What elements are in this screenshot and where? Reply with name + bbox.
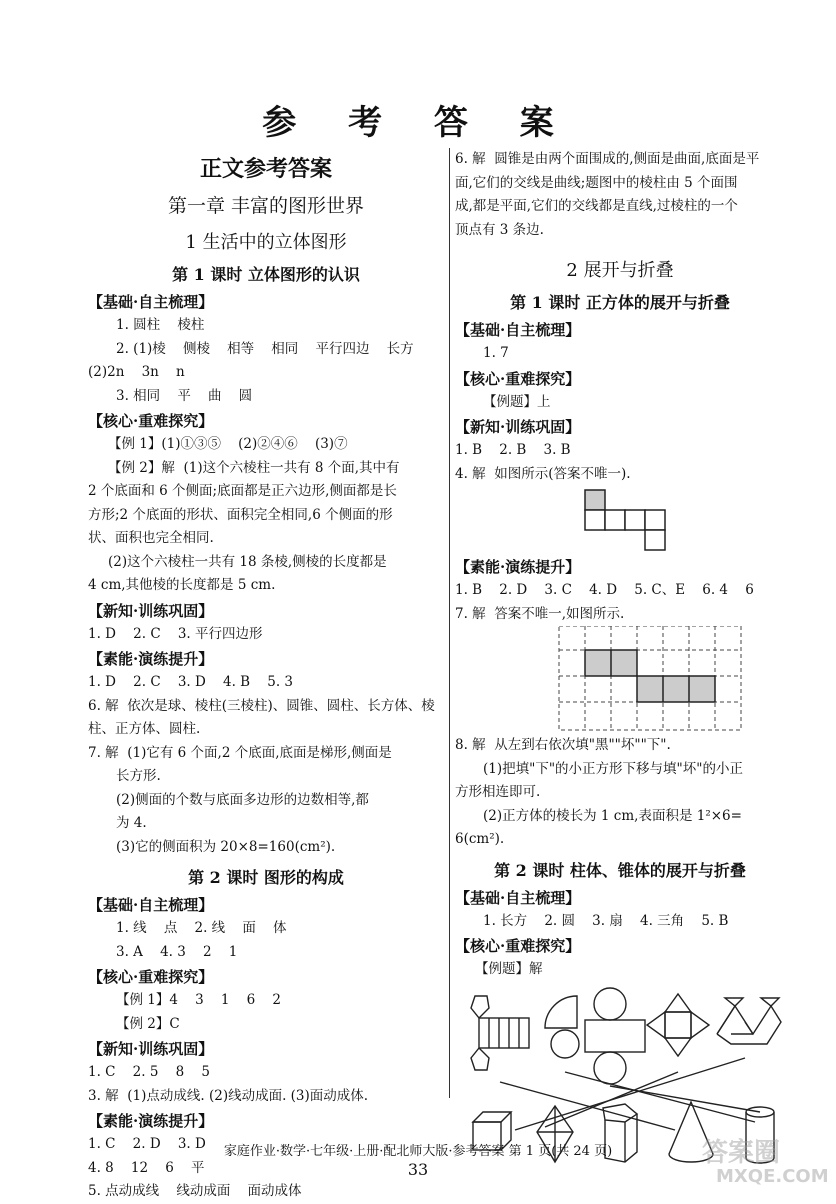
lesson-title: 1 生活中的立体图形	[185, 232, 347, 253]
answer-line: 方形相连即可.	[455, 784, 541, 800]
answer-line: 5. 点动成线 线动成面 面动成体	[88, 1183, 302, 1199]
answer-line: 3. 相同 平 曲 圆	[116, 387, 253, 404]
answer-line: (2)2n 3n n	[88, 364, 185, 380]
answer-line: 4. 解 如图所示(答案不唯一).	[455, 465, 631, 482]
answer-line: 1. C 2. 5 8 5	[88, 1064, 210, 1080]
page-number: 33	[407, 1160, 429, 1179]
section-title: 正文参考答案	[199, 156, 332, 182]
pyramid-net-icon	[647, 994, 709, 1056]
lesson1-body	[88, 291, 444, 859]
page-title: 参 考 答 案	[262, 103, 574, 143]
answer-line: 【例题】解	[475, 961, 543, 977]
answer-line: 1. B 2. B 3. B	[455, 442, 571, 458]
answer-line: 7. 解 (1)它有 6 个面,2 个底面,底面是梯形,侧面是	[88, 744, 392, 761]
answer-line: 4 cm,其他棱的长度都是 5 cm.	[88, 577, 276, 593]
grid-net-figure	[455, 626, 785, 734]
answer-line: 1. 线 点 2. 线 面 体	[116, 920, 287, 936]
page-footer: 家庭作业·数学·七年级·上册·配北师大版·参考答案 第 1 页(共 24 页)	[223, 1144, 613, 1159]
lesson1-body-c	[455, 734, 785, 852]
answer-line: 【例 1】4 3 1 6 2	[116, 992, 281, 1008]
section-header: 【素能·演练提升】	[88, 650, 214, 668]
section-header: 【新知·训练巩固】	[88, 601, 214, 620]
answer-line: 4. 8 12 6 平	[88, 1159, 205, 1176]
section-header: 【新知·训练巩固】	[88, 1040, 214, 1058]
answer-line: 3. A 4. 3 2 1	[116, 943, 238, 960]
prism-net-icon	[471, 996, 529, 1070]
answer-line: 成,都是平面,它们的交线都是直线,过棱柱的一个	[455, 198, 738, 214]
answer-line: 8. 解 从左到右依次填"黑""坏""下".	[455, 737, 671, 753]
section-header: 【核心·重难探究】	[455, 937, 581, 955]
section-header: 【素能·演练提升】	[88, 1112, 214, 1130]
column-divider	[449, 148, 450, 1098]
answer-line: 7. 解 答案不唯一,如图所示.	[455, 605, 625, 622]
right-column	[455, 148, 785, 1168]
lesson2-body-r	[455, 887, 785, 982]
answer-line: 面,它们的交线是曲线;题图中的棱柱由 5 个面围	[455, 174, 738, 191]
cone-net-icon	[545, 996, 579, 1058]
lesson1-body-b	[455, 556, 785, 626]
answer-line: 1. C 2. D 3. D	[88, 1136, 206, 1152]
answer-line: 1. 圆柱 棱柱	[116, 317, 205, 333]
answer-line: (2)侧面的个数与底面多边形的边数相等,都	[116, 791, 369, 808]
section-header: 【核心·重难探究】	[88, 968, 214, 986]
lesson1-title: 第 1 课时 立体图形的认识	[172, 265, 360, 284]
answer-line: 【例 1】(1)①③⑤ (2)②④⑥ (3)⑦	[108, 436, 348, 452]
answer-line: 【例 2】C	[116, 1015, 180, 1032]
lesson2-title-r: 第 2 课时 柱体、锥体的展开与折叠	[494, 860, 746, 880]
answer-line: 2. (1)棱 侧棱 相等 相同 平行四边 长方	[116, 340, 414, 357]
answer-line: 1. B 2. D 3. C 4. D 5. C、E 6. 4 6	[455, 582, 754, 598]
cylinder-net-icon	[585, 988, 645, 1084]
section-header: 【基础·自主梳理】	[455, 321, 581, 339]
answer-line: 柱、正方体、圆柱.	[88, 721, 201, 737]
answer-line: (2)正方体的棱长为 1 cm,表面积是 1²×6=	[483, 807, 742, 824]
answer-line: 状、面积也完全相同.	[88, 530, 214, 546]
left-column	[88, 148, 444, 1204]
chapter-title: 第一章 丰富的图形世界	[167, 195, 365, 217]
lesson1-body-a	[455, 319, 785, 486]
cube-net-figure	[455, 486, 785, 554]
section-header: 【基础·自主梳理】	[455, 888, 581, 907]
answer-line: 1. D 2. C 3. D 4. B 5. 3	[88, 674, 294, 690]
answer-line: 方形;2 个底面的形状、面积完全相同,6 个侧面的形	[88, 506, 393, 523]
answer-line: 1. 长方 2. 圆 3. 扇 4. 三角 5. B	[483, 912, 729, 929]
watermark-logo: 答案圈 MXQE.COM	[702, 1138, 829, 1187]
answer-line: 【例题】上	[483, 393, 551, 410]
section-header: 【核心·重难探究】	[455, 369, 581, 388]
section-header: 【素能·演练提升】	[455, 558, 581, 576]
answer-line: 3. 解 (1)点动成线. (2)线动成面. (3)面动成体.	[88, 1087, 369, 1104]
question-6-answer	[455, 148, 785, 242]
section-header: 【核心·重难探究】	[88, 412, 214, 430]
answer-line: 顶点有 3 条边.	[455, 221, 544, 238]
answer-line: (2)这个六棱柱一共有 18 条棱,侧棱的长度都是	[108, 553, 387, 570]
answer-line: 2 个底面和 6 个侧面;底面都是正六边形,侧面都是长	[88, 483, 397, 499]
section-header: 【基础·自主梳理】	[88, 896, 214, 914]
triangle-strip-net-icon	[717, 998, 781, 1044]
answer-line: 1. D 2. C 3. 平行四边形	[88, 625, 263, 642]
section-header: 【基础·自主梳理】	[88, 293, 214, 311]
lesson1-title-r: 第 1 课时 正方体的展开与折叠	[510, 293, 730, 312]
answer-line: 为 4.	[116, 815, 147, 831]
answer-line: 6. 解 依次是球、棱柱(三棱柱)、圆锥、圆柱、长方体、棱	[88, 697, 435, 714]
answer-line: 长方形.	[116, 768, 161, 784]
answer-line: 【例 2】解 (1)这个六棱柱一共有 8 个面,其中有	[108, 459, 400, 476]
answer-line: (3)它的侧面积为 20×8=160(cm²).	[116, 838, 336, 855]
answer-line: 6. 解 圆锥是由两个面围成的,侧面是曲面,底面是平	[455, 151, 760, 167]
answer-line: (1)把填"下"的小正方形下移与填"坏"的小正	[483, 760, 743, 777]
lesson2-title: 第 2 课时 图形的构成	[188, 868, 344, 887]
lesson-title-2: 2 展开与折叠	[566, 260, 674, 281]
answer-line: 6(cm²).	[455, 831, 505, 847]
answer-line: 1. 7	[483, 345, 509, 361]
section-header: 【新知·训练巩固】	[455, 418, 581, 436]
